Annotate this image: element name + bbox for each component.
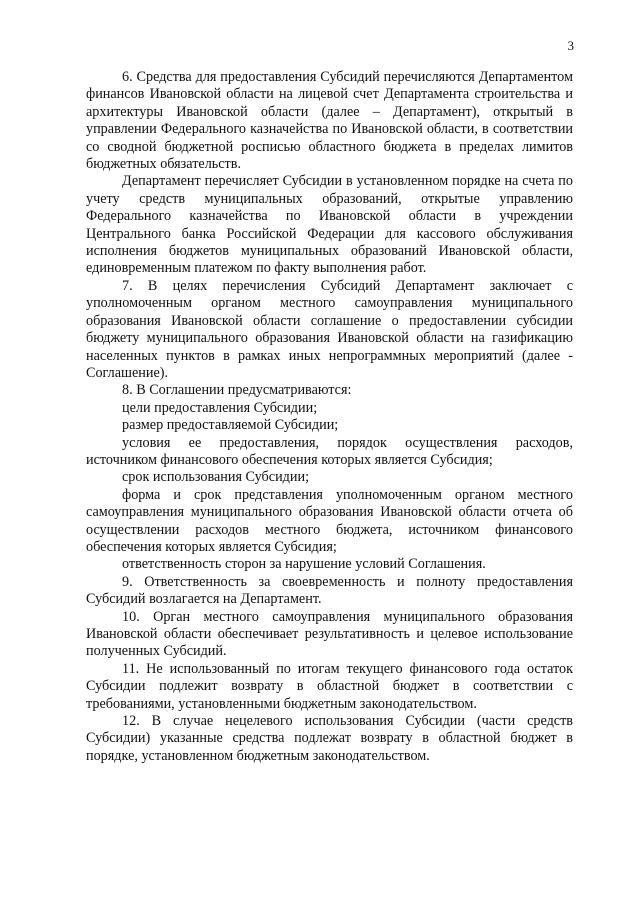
list-item-purpose: цели предоставления Субсидии; (122, 399, 318, 416)
list-item-amount: размер предоставляемой Субсидии; (122, 417, 339, 434)
list-item-term: срок использования Субсидии; (122, 469, 310, 486)
document-body (86, 69, 573, 765)
paragraph-11-unused-balance: 11. Не использованный по итогам текущего финансового года остаток Субсидии подлежит возврату в областной бюджет в соответствии с требованиями, установленными бюджетным законодательством. (86, 660, 573, 712)
page-number: 3 (567, 38, 574, 53)
list-item-report-form: форма и срок представления уполномоченным органом местного самоуправления муниципального образования Ивановской области отчета об осуществлении расходов местного бюджета, источником финансового обеспечения которых является Субсидия; (86, 486, 573, 555)
paragraph-10-local-authority: 10. Орган местного самоуправления муниципального образования Ивановской области обеспечивает результативность и целевое использование полученных Субсидий. (86, 608, 573, 660)
paragraph-9-responsibility: 9. Ответственность за своевременность и полноту предоставления Субсидий возлагается на Департамент. (86, 573, 573, 608)
paragraph-department-transfers: Департамент перечисляет Субсидии в установленном порядке на счета по учету средств муниципальных образований, открытые управлению Федерального казначейства по Ивановской области в учреждении Центрального банка Российской Федерации для кассового обслуживания исполнения бюджетов муниципальных образований Ивановской области, единовременным платежом по факту выполнения работ. (86, 173, 573, 277)
paragraph-8-agreement-contents: 8. В Соглашении предусматриваются: (122, 382, 352, 399)
paragraph-6-funding-transfer: 6. Средства для предоставления Субсидий перечисляются Департаментом финансов Ивановской области на лицевой счет Департамента строительства и архитектуры Ивановской области (далее – Департамент), открытый в управлении Федерального казначейства по Ивановской области, в соответствии со сводной бюджетной росписью областного бюджета в пределах лимитов бюджетных обязательств. (86, 69, 573, 173)
paragraph-12-misuse-return: 12. В случае нецелевого использования Субсидии (части средств Субсидии) указанные средства подлежат возврату в областной бюджет в порядке, установленном бюджетным законодательством. (86, 713, 573, 764)
paragraph-7-agreement: 7. В целях перечисления Субсидий Департамент заключает с уполномоченным органом местного самоуправления муниципального образования Ивановской области соглашение о предоставлении субсидии бюджету муниципального образования Ивановской области на газификацию населенных пунктов в рамках иных непрограммных мероприятий (далее - Соглашение). (86, 277, 573, 381)
list-item-conditions: условия ее предоставления, порядок осуществления расходов, источником финансового обеспечения которых является Субсидия; (86, 434, 573, 468)
list-item-liability: ответственность сторон за нарушение условий Соглашения. (122, 556, 486, 573)
